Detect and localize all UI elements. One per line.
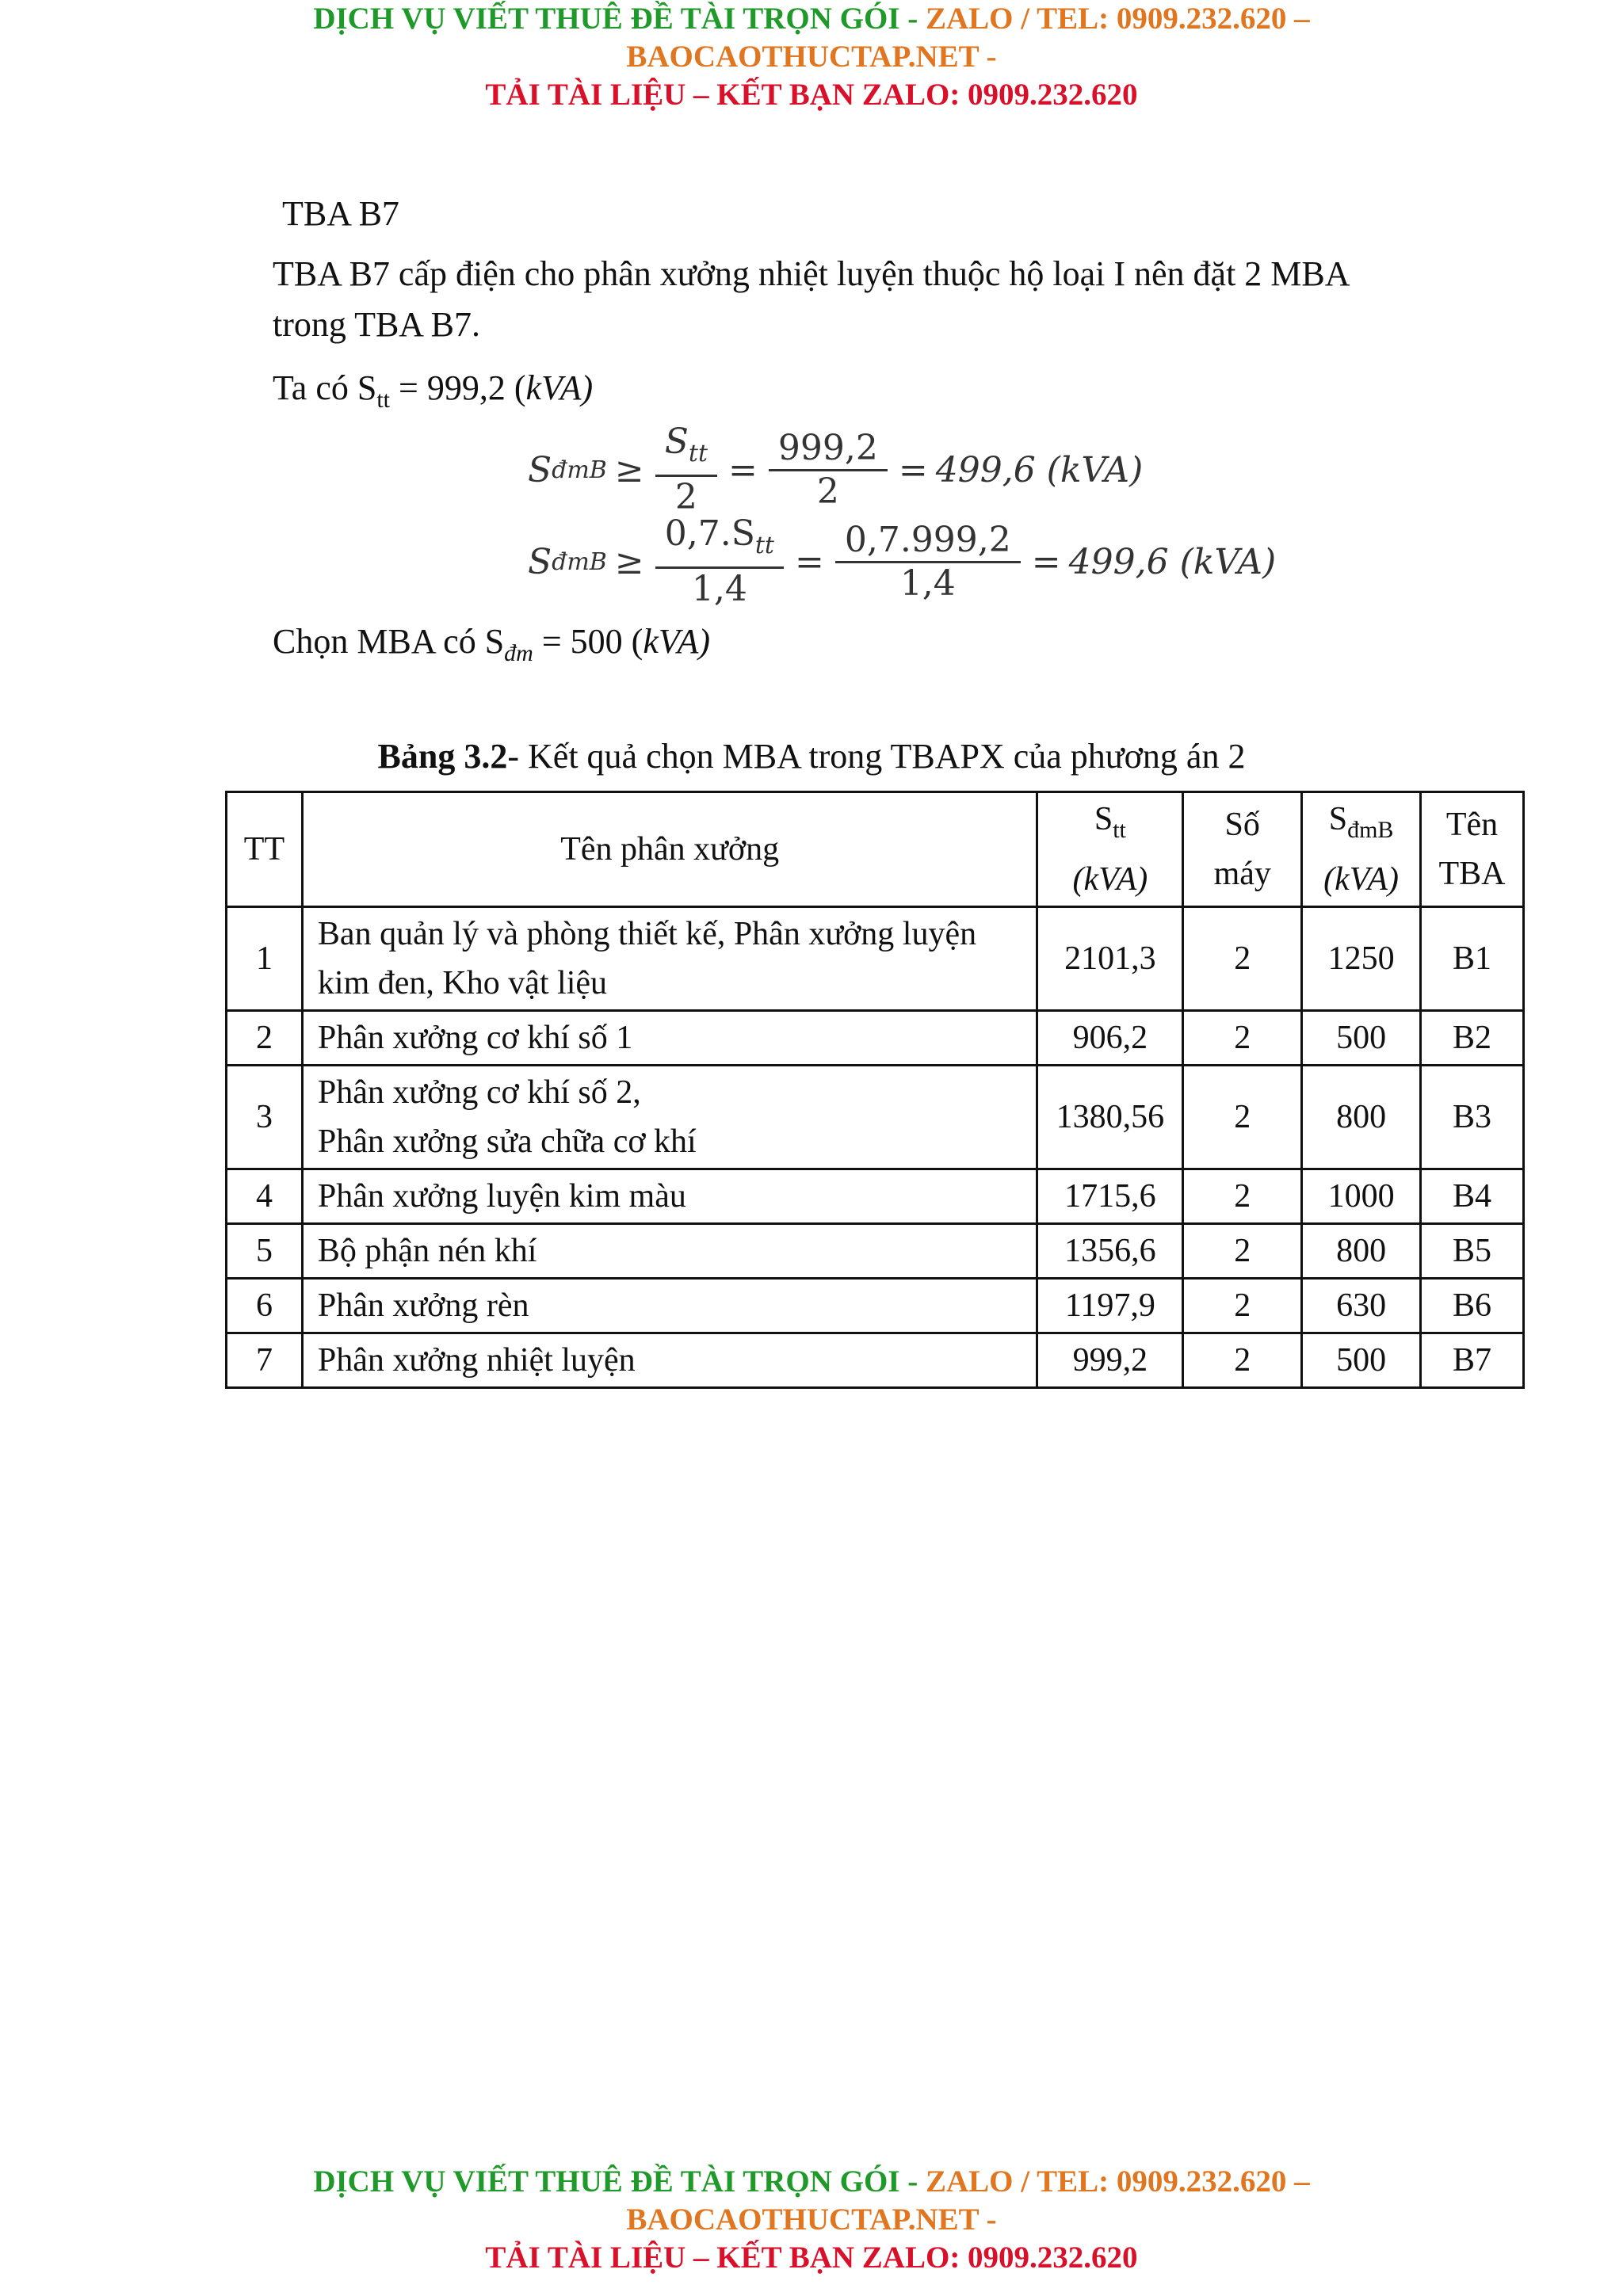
table-header-row bbox=[227, 792, 1524, 907]
stt-statement: Ta có $S_{tt} = 999,2$ (kVA) bbox=[273, 368, 594, 413]
banner-line-3: TẢI TÀI LIỆU – KẾT BẠN ZALO: 0909.232.620 bbox=[485, 78, 1138, 112]
cell-name: Phân xưởng cơ khí số 1 bbox=[302, 1011, 1037, 1066]
table-body bbox=[227, 907, 1524, 1388]
cell-sdm: 1000 bbox=[1302, 1169, 1421, 1224]
fraction: $\frac{S_{tt}}{2}$ bbox=[660, 421, 712, 518]
footer-line-3: TẢI TÀI LIỆU – KẾT BẠN ZALO: 0909.232.620 bbox=[485, 2241, 1138, 2275]
cell-tba: B2 bbox=[1421, 1011, 1524, 1066]
cell-tt: 1 bbox=[227, 907, 303, 1011]
cell-so-may: 2 bbox=[1183, 1333, 1302, 1388]
table-caption: Bảng 3.2- Kết quả chọn MBA trong TBAPX của phương án 2 bbox=[377, 737, 1246, 776]
banner-line-1: DỊCH VỤ VIẾT THUÊ ĐỀ TÀI TRỌN GÓI - ZALO / TEL: 0909.232.620 – bbox=[313, 2, 1310, 36]
footer-banner bbox=[0, 2163, 1623, 2277]
cell-sdm: 800 bbox=[1302, 1224, 1421, 1279]
cell-name: Phân xưởng rèn bbox=[302, 1279, 1037, 1333]
footer-line-1: DỊCH VỤ VIẾT THUÊ ĐỀ TÀI TRỌN GÓI - ZALO / TEL: 0909.232.620 – bbox=[313, 2164, 1310, 2199]
cell-tt: 6 bbox=[227, 1279, 303, 1333]
header-name: Tên phân xưởng bbox=[302, 792, 1037, 907]
table-row bbox=[227, 1011, 1524, 1066]
cell-stt: 1715,6 bbox=[1037, 1169, 1183, 1224]
cell-tba: B5 bbox=[1421, 1224, 1524, 1279]
cell-name: Phân xưởng nhiệt luyện bbox=[302, 1333, 1037, 1388]
cell-tba: B4 bbox=[1421, 1169, 1524, 1224]
cell-sdm: 630 bbox=[1302, 1279, 1421, 1333]
cell-stt: 1356,6 bbox=[1037, 1224, 1183, 1279]
table-row bbox=[227, 1279, 1524, 1333]
header-sdm: $S_{đmB}$ (kVA) bbox=[1302, 792, 1421, 907]
header-stt: $S_{tt}$ (kVA) bbox=[1037, 792, 1183, 907]
choose-statement: Chọn MBA có $S_{đm} = 500$ (kVA) bbox=[273, 622, 710, 666]
cell-name: Phân xưởng luyện kim màu bbox=[302, 1169, 1037, 1224]
cell-tba: B3 bbox=[1421, 1066, 1524, 1169]
cell-stt: 1197,9 bbox=[1037, 1279, 1183, 1333]
cell-so-may: 2 bbox=[1183, 1169, 1302, 1224]
table-row bbox=[227, 1066, 1524, 1169]
footer-line-2[interactable]: BAOCAOTHUCTAP.NET - bbox=[626, 2203, 997, 2237]
cell-sdm: 500 bbox=[1302, 1011, 1421, 1066]
cell-stt: 906,2 bbox=[1037, 1011, 1183, 1066]
table-row bbox=[227, 1333, 1524, 1388]
cell-name: Ban quản lý và phòng thiết kế, Phân xưởng luyện kim đen, Kho vật liệu bbox=[302, 907, 1037, 1011]
cell-name: Phân xưởng cơ khí số 2, Phân xưởng sửa chữa cơ khí bbox=[302, 1066, 1037, 1169]
cell-tt: 2 bbox=[227, 1011, 303, 1066]
cell-tba: B1 bbox=[1421, 907, 1524, 1011]
header-banner bbox=[0, 0, 1623, 114]
cell-so-may: 2 bbox=[1183, 907, 1302, 1011]
fraction: $\frac{999,2}{2}$ bbox=[773, 428, 883, 513]
cell-so-may: 2 bbox=[1183, 1279, 1302, 1333]
cell-tt: 5 bbox=[227, 1224, 303, 1279]
section-heading: TBA B7 bbox=[282, 194, 399, 233]
cell-tt: 3 bbox=[227, 1066, 303, 1169]
header-tt: TT bbox=[227, 792, 303, 907]
cell-sdm: 500 bbox=[1302, 1333, 1421, 1388]
transformer-table bbox=[225, 791, 1525, 1389]
cell-sdm: 1250 bbox=[1302, 907, 1421, 1011]
table-row bbox=[227, 907, 1524, 1011]
cell-so-may: 2 bbox=[1183, 1224, 1302, 1279]
formula-1: S đmB ≥ $\frac{S_{tt}}{2}$ = $\frac{999,2}{2}$ = 499,6 (kVA) bbox=[528, 421, 1144, 517]
paragraph-line-2: trong TBA B7. bbox=[273, 305, 481, 344]
formula-2: S đmB ≥ $\frac{0,7.S_{tt}}{1,4}$ = $\frac{0,7.999,2}{1,4}$ = 499,6 (kVA) bbox=[528, 513, 1277, 609]
fraction: $\frac{0,7.999,2}{1,4}$ bbox=[840, 520, 1016, 605]
cell-stt: 1380,56 bbox=[1037, 1066, 1183, 1169]
cell-tba: B6 bbox=[1421, 1279, 1524, 1333]
table-row bbox=[227, 1224, 1524, 1279]
cell-tba: B7 bbox=[1421, 1333, 1524, 1388]
header-ten-tba: Tên TBA bbox=[1421, 792, 1524, 907]
paragraph-line-1: TBA B7 cấp điện cho phân xưởng nhiệt luyện thuộc hộ loại I nên đặt 2 MBA bbox=[273, 254, 1350, 293]
table-row bbox=[227, 1169, 1524, 1224]
fraction: $\frac{0,7.S_{tt}}{1,4}$ bbox=[660, 513, 779, 610]
cell-stt: 2101,3 bbox=[1037, 907, 1183, 1011]
cell-stt: 999,2 bbox=[1037, 1333, 1183, 1388]
banner-line-2[interactable]: BAOCAOTHUCTAP.NET - bbox=[626, 40, 997, 74]
cell-so-may: 2 bbox=[1183, 1011, 1302, 1066]
cell-tt: 7 bbox=[227, 1333, 303, 1388]
cell-tt: 4 bbox=[227, 1169, 303, 1224]
cell-sdm: 800 bbox=[1302, 1066, 1421, 1169]
cell-so-may: 2 bbox=[1183, 1066, 1302, 1169]
header-so-may: Số máy bbox=[1183, 792, 1302, 907]
cell-name: Bộ phận nén khí bbox=[302, 1224, 1037, 1279]
